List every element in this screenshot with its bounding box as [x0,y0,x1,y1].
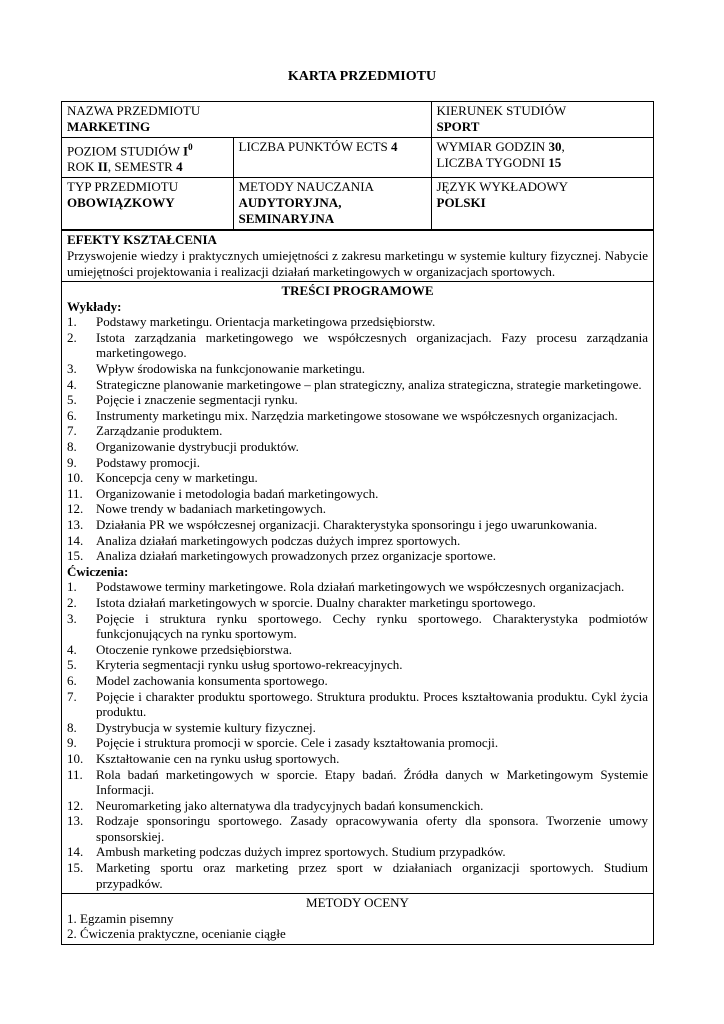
lecture-item-number: 10. [67,470,84,486]
document-title: KARTA PRZEDMIOTU [287,69,437,84]
lecture-item [67,330,648,361]
exercise-item [67,611,648,642]
exercise-item-text: Rodzaje sponsoringu sportowego. Zasady opracowywania oferty dla sponsora. Tworzenie umowy sponsorskiej. [96,813,648,844]
lecture-item-text: Działania PR we współczesnej organizacji. Charakterystyka sponsoringu i jego uwarunkowania. [96,517,598,533]
exercise-item [67,767,648,798]
lecture-item-number: 4. [67,376,77,392]
exercise-item-text: Pojęcie i struktura rynku sportowego. Cechy rynku sportowego. Charakterystyka podmiotów funkcjonujących na rynku sportowym. [96,610,648,642]
exercise-item-number: 8. [67,719,77,735]
lecture-item [67,486,648,502]
lecture-item-number: 9. [67,454,77,470]
lecture-item-number: 6. [67,407,77,423]
lecture-item-text: Istota zarządzania marketingowego we współczesnych organizacjach. Fazy procesu zarządzania marketingowego. [96,329,648,361]
exercise-item-text: Podstawowe terminy marketingowe. Rola działań marketingowych we współczesnych organizacjach. [96,579,625,595]
exercise-item-text: Marketing sportu oraz marketing przez sport w działaniach organizacji sportowych. Studium przypadków. [96,860,648,891]
study-level-label: POZIOM STUDIÓW [67,143,184,159]
exercise-item-number: 13. [67,813,84,829]
year-label: ROK [67,159,98,175]
assessment-method-item: 1. Egzamin pisemny [67,910,174,926]
exercise-item-text: Neuromarketing jako alternatywa dla tradycyjnych badań konsumenckich. [96,797,484,813]
semester-value: 4 [176,159,183,175]
lecture-item-number: 1. [67,314,77,330]
exercise-item [67,751,648,767]
exercise-item-number: 5. [67,657,77,673]
course-type-label: TYP PRZEDMIOTU [67,179,179,195]
teaching-methods-label: METODY NAUCZANIA [238,179,374,195]
language-label: JĘZYK WYKŁADOWY [436,179,569,195]
exercise-item [67,798,648,814]
exercise-item-text: Model zachowania konsumenta sportowego. [96,672,328,688]
study-level-value: I [183,143,189,159]
hours-value: 30 [548,139,562,154]
exercise-item-number: 1. [67,579,77,595]
teaching-methods-value-2: SEMINARYJNA [238,211,335,227]
exercise-item-text: Otoczenie rynkowe przedsiębiorstwa. [96,641,293,657]
lecture-item-number: 2. [67,329,77,345]
assessment-method-item: 2. Ćwiczenia praktyczne, ocenianie ciągłe [67,926,286,942]
exercise-item-text: Pojęcie i struktura promocji w sporcie. Cele i zasady kształtowania promocji. [96,735,499,751]
lecture-item-text: Zarządzanie produktem. [96,423,223,439]
study-level-cell [62,138,233,178]
lecture-item-number: 12. [67,501,84,517]
course-type-value: OBOWIĄZKOWY [67,195,175,211]
lecture-item-text: Pojęcie i znaczenie segmentacji rynku. [96,392,298,408]
lecture-item-number: 8. [67,439,77,455]
exercise-item-number: 12. [67,797,84,813]
course-type-cell [62,178,233,230]
course-name-label: NAZWA PRZEDMIOTU [67,103,201,118]
course-card [61,101,654,945]
exercise-item-number: 4. [67,641,77,657]
weeks-value: 15 [548,155,562,170]
exercise-item [67,735,648,751]
lecture-item-text: Nowe trendy w badaniach marketingowych. [96,501,326,517]
field-of-study-label: KIERUNEK STUDIÓW [436,103,567,118]
program-content-section [62,281,653,893]
exercise-item-text: Dystrybucja w systemie kultury fizycznej. [96,719,316,735]
lectures-list [67,314,648,564]
exercise-item [67,689,648,720]
lecture-item [67,423,648,439]
lecture-item [67,470,648,486]
lecture-item-number: 11. [67,485,83,501]
exercise-item [67,860,648,891]
lecture-item-text: Strategiczne planowanie marketingowe – plan strategiczny, analiza strategiczna, strategie marketingowe. [96,376,642,392]
lecture-item-text: Podstawy promocji. [96,454,200,470]
lecture-item-number: 7. [67,423,77,439]
lecture-item [67,517,648,533]
lecture-item [67,455,648,471]
assessment-methods-heading: METODY OCENY [306,895,409,911]
exercise-item-text: Rola badań marketingowych w sporcie. Etapy badań. Źródła danych w Marketingowym Systemie Informacji. [96,766,648,798]
lecture-item [67,501,648,517]
lecture-item-text: Organizowanie dystrybucji produktów. [96,439,299,455]
exercise-item-text: Pojęcie i charakter produktu sportowego. Struktura produktu. Proces kształtowania produktu. Cykl życia produktu. [96,688,648,720]
exercise-item-number: 3. [67,610,77,626]
ects-label: LICZBA PUNKTÓW ECTS [238,139,392,154]
teaching-methods-cell [233,178,431,230]
assessment-methods-section [62,893,653,944]
language-cell [431,178,653,230]
course-info-table [62,102,653,230]
teaching-methods-value-1: AUDYTORYJNA, [238,195,342,211]
lecture-item-text: Organizowanie i metodologia badań marketingowych. [96,485,379,501]
exercise-item [67,844,648,860]
lecture-item [67,361,648,377]
exercises-list [67,579,648,891]
ects-cell [233,138,431,178]
exercise-item-number: 10. [67,750,84,766]
exercise-item-number: 7. [67,688,77,704]
exercise-item [67,579,648,595]
lecture-item-number: 14. [67,532,84,548]
exercise-item-number: 2. [67,594,77,610]
lecture-item-text: Wpływ środowiska na funkcjonowanie marketingu. [96,361,365,377]
exercise-item-text: Istota działań marketingowych w sporcie. Dualny charakter marketingu sportowego. [96,594,536,610]
exercises-heading: Ćwiczenia: [67,563,129,579]
semester-label: , SEMESTR [107,159,177,175]
exercise-item-text: Ambush marketing podczas dużych imprez sportowych. Studium przypadków. [96,844,506,860]
course-name-value: MARKETING [67,119,151,134]
weeks-label: LICZBA TYGODNI [436,155,549,170]
exercise-item [67,720,648,736]
exercise-item [67,595,648,611]
lectures-heading: Wykłady: [67,298,122,314]
exercise-item-number: 14. [67,844,84,860]
program-content-heading: TREŚCI PROGRAMOWE [281,283,434,299]
exercise-item-text: Kształtowanie cen na rynku usług sportowych. [96,750,340,766]
hours-cell [431,138,653,178]
lecture-item [67,533,648,549]
lecture-item-text: Koncepcja ceny w marketingu. [96,470,258,486]
hours-separator: , [561,139,565,154]
learning-outcomes-heading: EFEKTY KSZTAŁCENIA [67,232,217,248]
lecture-item-number: 5. [67,392,77,408]
study-level-sup: 0 [188,142,193,152]
learning-outcomes-section [62,230,653,281]
field-of-study-cell [431,102,653,138]
exercise-item-number: 9. [67,735,77,751]
lecture-item-text: Analiza działań marketingowych podczas dużych imprez sportowych. [96,532,461,548]
exercise-item [67,813,648,844]
lecture-item [67,314,648,330]
exercise-item-text: Kryteria segmentacji rynku usług sportowo-rekreacyjnych. [96,657,403,673]
learning-outcomes-text: Przyswojenie wiedzy i praktycznych umiejętności z zakresu marketingu w systemie kultury fizycznej. Nabycie umiejętności projektowania i realizacji działań marketingowych w organizacjach sportowych. [67,247,648,279]
field-of-study-value: SPORT [436,119,480,134]
exercise-item [67,657,648,673]
exercise-item-number: 6. [67,672,77,688]
hours-label: WYMIAR GODZIN [436,139,549,154]
lecture-item [67,439,648,455]
exercise-item-number: 15. [67,860,84,876]
lecture-item-number: 15. [67,548,84,564]
lecture-item-text: Podstawy marketingu. Orientacja marketingowa przedsiębiorstw. [96,314,436,330]
ects-value: 4 [391,139,398,154]
lecture-item-text: Instrumenty marketingu mix. Narzędzia marketingowe stosowane we współczesnych organizacjach. [96,407,618,423]
lecture-item-text: Analiza działań marketingowych prowadzonych przez organizacje sportowe. [96,548,497,564]
lecture-item [67,548,648,564]
lecture-item [67,377,648,393]
lecture-item-number: 3. [67,361,77,377]
exercise-item-number: 11. [67,766,83,782]
lecture-item [67,408,648,424]
exercise-item [67,642,648,658]
exercise-item [67,673,648,689]
year-value: II [97,159,108,175]
course-name-cell [62,102,431,138]
lecture-item-number: 13. [67,517,84,533]
language-value: POLSKI [436,195,486,211]
lecture-item [67,392,648,408]
